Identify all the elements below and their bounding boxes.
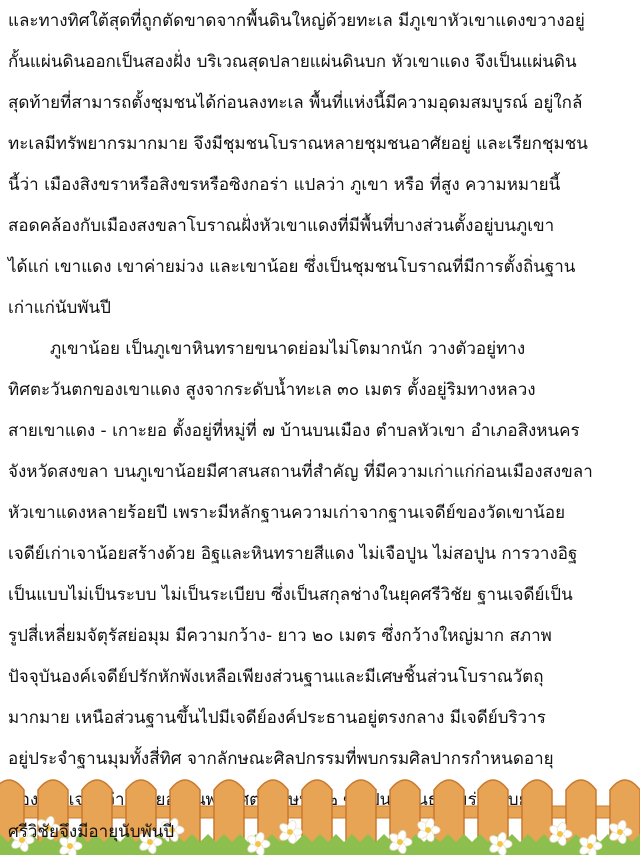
text-line: สายเขาแดง - เกาะยอ ตั้งอยู่ที่หมู่ที่ ๗ บ้านบนเมือง ตำบลหัวเขา อำเภอสิงหนคร xyxy=(8,421,580,441)
text-line: เจดีย์เก่าเจาน้อยสร้างด้วย อิฐและหินทรายสีแดง ไม่เจือปูน ไม่สอปูน การวางอิฐ xyxy=(8,544,578,564)
text-line: กั้นแผ่นดินออกเป็นสองฝั่ง บริเวณสุดปลายแผ่นดินบก หัวเขาแดง จึงเป็นแผ่นดิน xyxy=(8,52,577,72)
text-line: จังหวัดสงขลา บนภูเขาน้อยมีศาสนสถานที่สำคัญ ที่มีความเก่าแก่ก่อนเมืองสงขลา xyxy=(8,462,593,482)
paragraph-first-line: ภูเขาน้อย เป็นภูเขาหินทรายขนาดย่อมไม่โตมากนัก วางตัวอยู่ทาง xyxy=(50,339,526,359)
text-line: และทางทิศใต้สุดที่ถูกตัดขาดจากพื้นดินใหญ่ด้วยทะเล มีภูเขาหัวเขาแดงขวางอยู่ xyxy=(8,11,585,31)
text-line: ของฐานเจดีย์ว่ามีอายุอยู่ในพุทธศตวรรษที่ xyxy=(8,790,311,810)
text-line: ทะเลมีทรัพยากรมากมาย จึงมีชุมชนโบราณหลายชุมชนอาศัยอยู่ และเรียกชุมชน xyxy=(8,134,588,154)
text-line: มากมาย เหนือส่วนฐานขึ้นไปมีเจดีย์องค์ประธานอยู่ตรงกลาง มีเจดีย์บริวาร xyxy=(8,708,546,728)
text-line: ศรีวิชัยจึงมีอายุนับพันปี xyxy=(8,822,175,842)
text-line: รูปสี่เหลี่ยมจัตุรัสย่อมุม มีความกว้าง- ยาว ๒๐ เมตร ซึ่งกว้างใหญ่มาก สภาพ xyxy=(8,626,552,646)
text-line: ทิศตะวันตกของเขาแดง สูงจากระดับน้ำทะเล ๓๐ เมตร ตั้งอยู่ริมทางหลวง xyxy=(8,380,536,400)
text-line: เก่าแก่นับพันปี xyxy=(8,298,111,318)
text-line: หัวเขาแดงหลายร้อยปี เพราะมีหลักฐานความเก่าจากฐานเจดีย์ของวัดเขาน้อย xyxy=(8,503,566,523)
text-line: ปัจจุบันองค์เจดีย์ปรักหักพังเหลือเพียงส่วนฐานและมีเศษชิ้นส่วนโบราณวัตถุ xyxy=(8,667,544,687)
text-line: สอดคล้องกับเมืองสงขลาโบราณฝั่งหัวเขาแดงที่มีพื้นที่บางส่วนตั้งอยู่บนภูเขา xyxy=(8,216,555,236)
text-line: นี้ว่า เมืองสิงขราหรือสิงขรหรือซิงกอร่า แปลว่า ภูเขา หรือ ที่สูง ความหมายนี้ xyxy=(8,175,561,195)
text-line: อยู่ประจำฐานมุมทั้งสี่ทิศ จากลักษณะศิลปกรรมที่พบกรมศิลปากรกำหนดอายุ xyxy=(8,749,554,769)
text-line: เป็นแบบไม่เป็นระบบ ไม่เป็นระเบียบ ซึ่งเป็นสกุลช่างในยุคศรีวิชัย ฐานเจดีย์เป็น xyxy=(8,585,573,605)
text-line: ได้แก่ เขาแดง เขาค่ายม่วง และเขาน้อย ซึ่งเป็นชุมชนโบราณที่มีการตั้งถิ่นฐาน xyxy=(8,257,576,277)
text-line: สุดท้ายที่สามารถตั้งชุมชนได้ก่อนลงทะเล พื้นที่แห่งนี้มีความอุดมสมบูรณ์ อยู่ใกล้ xyxy=(8,93,583,113)
